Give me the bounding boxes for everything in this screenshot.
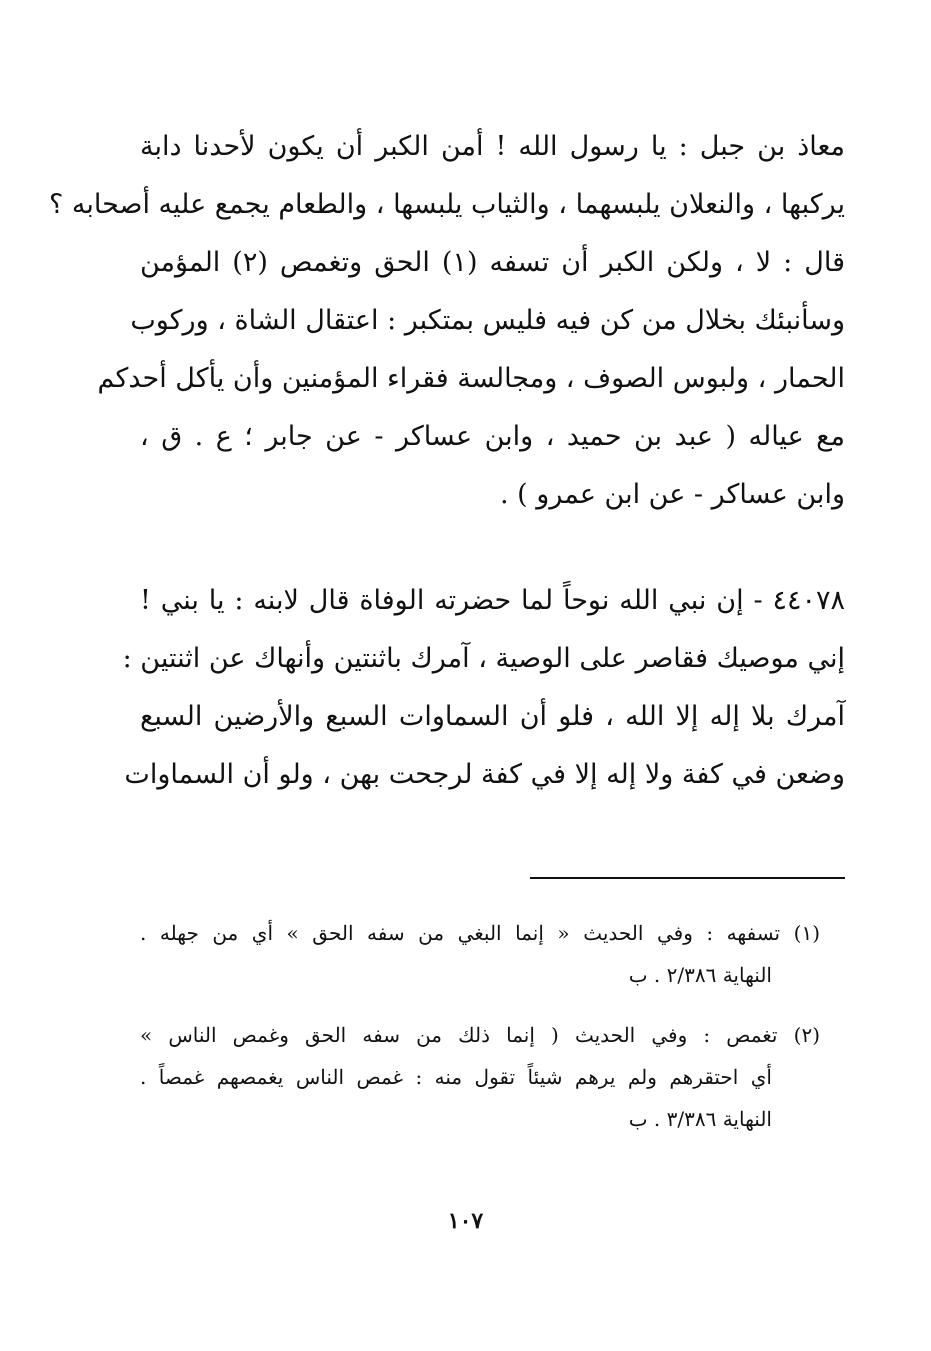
footnote-2-line: أي احتقرهم ولم يرهم شيئاً تقول منه : غمص الناس يغمصهم غمصاً . [140,1065,772,1089]
footnotes [140,912,820,1140]
text-line: آمرك بلا إله إلا الله ، فلو أن السماوات السبع والأرضين السبع [140,701,845,732]
text-line: الحمار ، ولبوس الصوف ، ومجالسة فقراء المؤمنين وأن يأكل أحدكم [97,363,845,394]
footnote-1-source: النهاية ٢/٣٨٦ . ب [628,963,772,987]
footnote-gap [140,996,820,1014]
text-line: وسأنبئك بخلال من كن فيه فليس بمتكبر : اعتقال الشاة ، وركوب [130,305,845,336]
text-line: معاذ بن جبل : يا رسول الله ! أمن الكبر أن يكون لأحدنا دابة [140,131,845,162]
hadith-number-line: ٤٤٠٧٨ - إن نبي الله نوحاً لما حضرته الوفاة قال لابنه : يا بني ! [140,585,845,616]
text-line: يركبها ، والنعلان يلبسهما ، والثياب يلبسها ، والطعام يجمع عليه أصحابه ؟ [48,189,845,220]
text-line: وابن عساكر - عن ابن عمرو ) . [500,479,845,510]
footnote-2-source: النهاية ٣/٣٨٦ . ب [628,1107,772,1131]
footnote-1-line: (١) تسفهه : وفي الحديث « إنما البغي من سفه الحق » أي من جهله . [140,921,820,945]
main-text [48,118,845,804]
footnote-2-line: (٢) تغمص : وفي الحديث ( إنما ذلك من سفه الحق وغمص الناس » [140,1023,820,1047]
text-line: مع عياله ( عبد بن حميد ، وابن عساكر - عن جابر ؛ ع . ق ، [140,421,845,452]
footnote-divider [530,877,845,879]
page-number: ١٠٧ [447,1208,484,1234]
paragraph-gap [140,524,845,572]
text-line: قال : لا ، ولكن الكبر أن تسفه (١) الحق وتغمص (٢) المؤمن [140,247,845,278]
text-line: إني موصيك فقاصر على الوصية ، آمرك باثنتين وأنهاك عن اثنتين : [122,643,845,674]
text-line: وضعن في كفة ولا إله إلا في كفة لرجحت بهن ، ولو أن السماوات [124,759,845,790]
